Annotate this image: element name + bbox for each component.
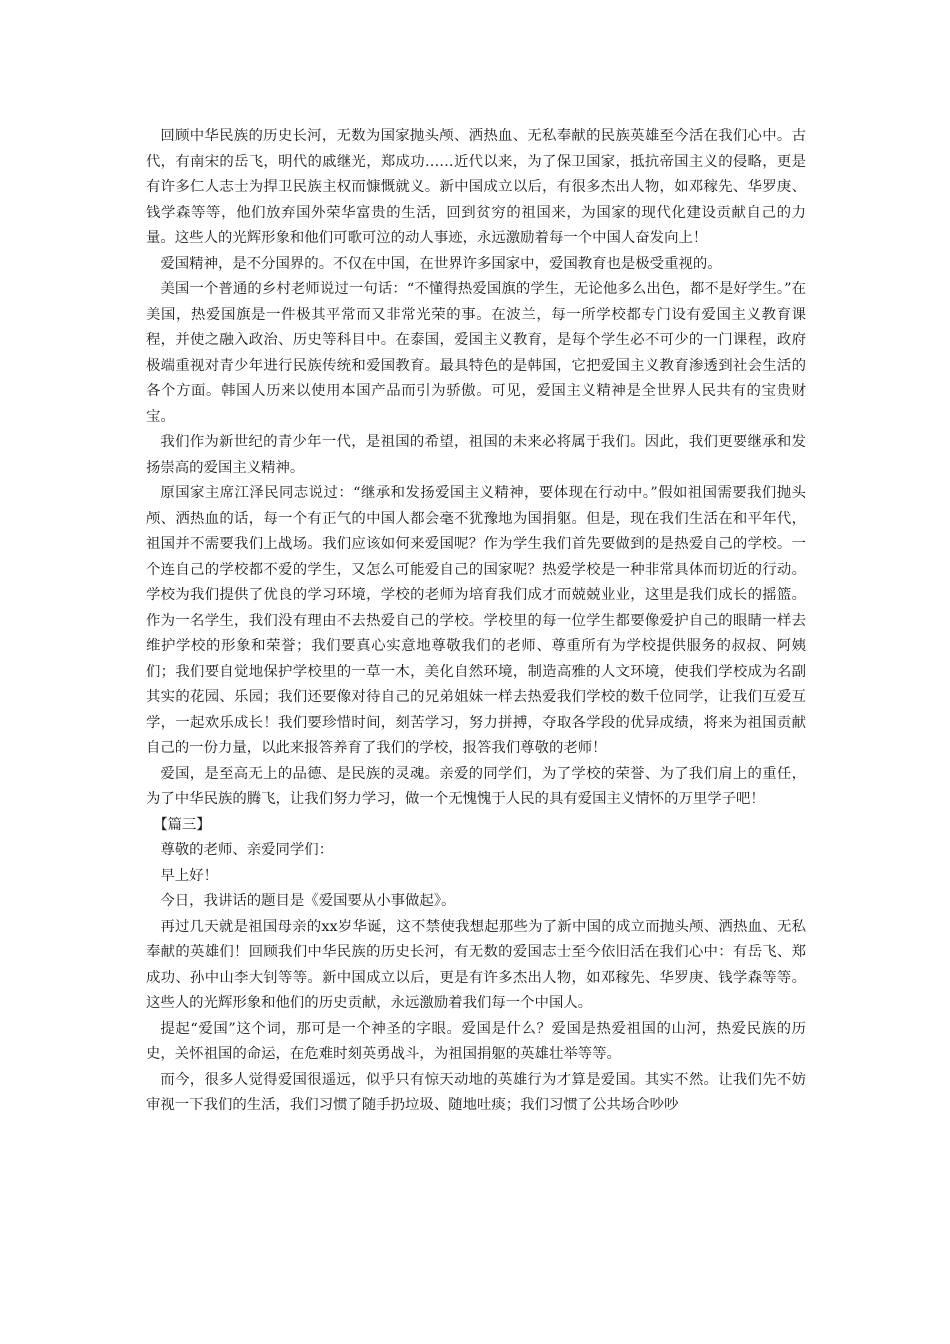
paragraph: 原国家主席江泽民同志说过：“继承和发扬爱国主义精神，要体现在行动中。”假如祖国需要我们抛头颅、洒热血的话，每一个有正气的中国人都会毫不犹豫地为国捐躯。但是，现在我们生活在和平年代，祖国并不需要我们上战场。我们应该如何来爱国呢？作为学生我们首先要做到的是热爱自己的学校。一个连自己的学校都不爱的学生，又怎么可能爱自己的国家呢？热爱学校是一种非常具体而切近的行动。学校为我们提供了优良的学习环境，学校的老师为培育我们成才而兢兢业业，这里是我们成长的摇篮。作为一名学生，我们没有理由不去热爱自己的学校。学校里的每一位学生都要像爱护自己的眼睛一样去维护学校的形象和荣誉；我们要真心实意地尊敬我们的老师、尊重所有为学校提供服务的叔叔、阿姨们；我们要自觉地保护学校里的一草一木，美化自然环境，制造高雅的人文环境，使我们学校成为名副其实的花园、乐园；我们还要像对待自己的兄弟姐妹一样去热爱我们学校的数千位同学，让我们互爱互学，一起欢乐成长！我们要珍惜时间，刻苦学习，努力拼搏，夺取各学段的优异成绩，将来为祖国贡献自己的一份力量，以此来报答养育了我们的学校，报答我们尊敬的老师！ bbox=[146, 485, 806, 756]
paragraph: 美国一个普通的乡村老师说过一句话：“不懂得热爱国旗的学生，无论他多么出色，都不是好学生。”在美国，热爱国旗是一件极其平常而又非常光荣的事。在波兰，每一所学校都专门设有爱国主义教育课程，并使之融入政治、历史等科目中。在泰国，爱国主义教育，是每个学生必不可少的一门课程，政府极端重视对青少年进行民族传统和爱国教育。最具特色的是韩国，它把爱国主义教育渗透到社会生活的各个方面。韩国人历来以使用本国产品而引为骄傲。可见，爱国主义精神是全世界人民共有的宝贵财宝。 bbox=[146, 281, 806, 425]
paragraph: 今日，我讲话的题目是《爱国要从小事做起》。 bbox=[160, 893, 456, 909]
paragraph: 我们作为新世纪的青少年一代，是祖国的希望，祖国的未来必将属于我们。因此，我们更要继承和发扬崇高的爱国主义精神。 bbox=[146, 434, 806, 476]
paragraph: 回顾中华民族的历史长河，无数为国家抛头颅、洒热血、无私奉献的民族英雄至今活在我们心中。古代，有南宋的岳飞，明代的戚继光，郑成功……近代以来，为了保卫国家，抵抗帝国主义的侵略，更是有许多仁人志士为捍卫民族主权而慷慨就义。新中国成立以后，有很多杰出人物，如邓稼先、华罗庚、钱学森等等，他们放弃国外荣华富贵的生活，回到贫穷的祖国来，为国家的现代化建设贡献自己的力量。这些人的光辉形象和他们可歌可泣的动人事迹，永远激励着每一个中国人奋发向上！ bbox=[146, 128, 806, 246]
document-body bbox=[146, 124, 806, 1119]
paragraph: 再过几天就是祖国母亲的xx岁华诞，这不禁使我想起那些为了新中国的成立而抛头颅、洒热血、无私奉献的英雄们！回顾我们中华民族的历史长河，有无数的爱国志士至今依旧活在我们心中：有岳飞、郑成功、孙中山李大钊等等。新中国成立以后，更是有许多杰出人物，如邓稼先、华罗庚、钱学森等等。这些人的光辉形象和他们的历史贡献，永远激励着我们每一个中国人。 bbox=[146, 918, 806, 1011]
paragraph: 而今，很多人觉得爱国很遥远，似乎只有惊天动地的英雄行为才算是爱国。其实不然。让我们先不妨审视一下我们的生活，我们习惯了随手扔垃圾、随地吐痰；我们习惯了公共场合吵吵 bbox=[146, 1071, 806, 1113]
paragraph: 爱国精神，是不分国界的。不仅在中国，在世界许多国家中，爱国教育也是极受重视的。 bbox=[160, 255, 722, 272]
salutation: 尊敬的老师、亲爱同学们： bbox=[160, 842, 334, 858]
paragraph: 提起“爱国”这个词，那可是一个神圣的字眼。爱国是什么？爱国是热爱祖国的山河，热爱民族的历史，关怀祖国的命运，在危难时刻英勇战斗，为祖国捐躯的英雄壮举等等。 bbox=[146, 1020, 806, 1062]
greeting: 早上好！ bbox=[160, 867, 218, 884]
paragraph: 爱国，是至高无上的品德、是民族的灵魂。亲爱的同学们，为了学校的荣誉、为了我们肩上的重任，为了中华民族的腾飞，让我们努力学习，做一个无愧愧于人民的具有爱国主义情怀的万里学子吧！ bbox=[146, 765, 806, 807]
section-heading: 【篇三】 bbox=[153, 816, 211, 833]
